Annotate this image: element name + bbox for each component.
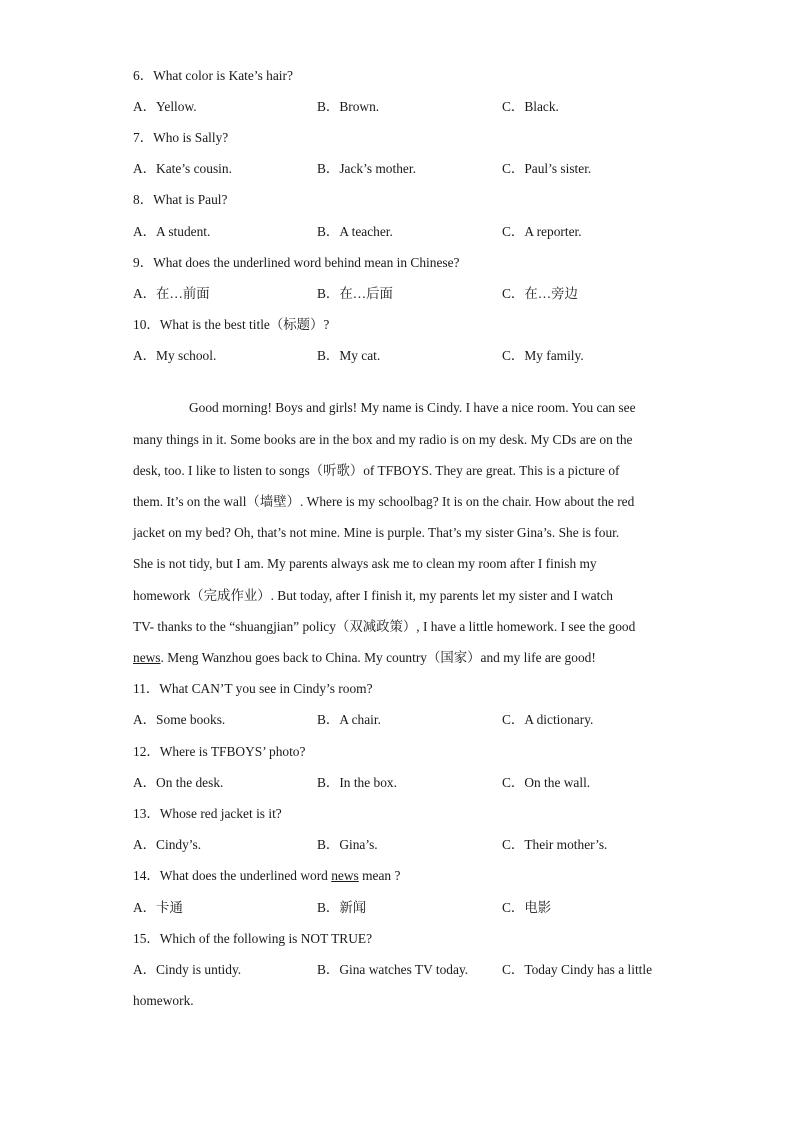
- question-14-underlined-word: news: [331, 868, 359, 883]
- question-6-option-b: B．Brown.: [317, 99, 380, 114]
- passage-line-9: [133, 649, 661, 667]
- question-10-stem: 10．What is the best title（标题）?: [133, 317, 330, 332]
- question-9-stem: 9．What does the underlined word behind mean in Chinese?: [133, 255, 460, 270]
- question-6-option-c: C．Black.: [502, 99, 559, 114]
- passage-line-5: jacket on my bed? Oh, that’s not mine. Mine is purple. That’s my sister Gina’s. She is four.: [133, 525, 620, 540]
- question-14-stem-before: 14．What does the underlined word: [133, 868, 332, 883]
- question-11-option-b: B．A chair.: [317, 712, 381, 727]
- question-15-option-c-continuation: homework.: [133, 993, 194, 1008]
- question-13-option-b: B．Gina’s.: [317, 837, 378, 852]
- question-6-stem: 6．What color is Kate’s hair?: [133, 68, 293, 83]
- question-10-option-b: B．My cat.: [317, 348, 381, 363]
- question-14-option-c: C．电影: [502, 900, 552, 915]
- question-7-option-a: A．Kate’s cousin.: [133, 161, 232, 176]
- question-11-stem: 11．What CAN’T you see in Cindy’s room?: [133, 681, 373, 696]
- question-12-option-a: A．On the desk.: [133, 775, 224, 790]
- passage-line-6: She is not tidy, but I am. My parents always ask me to clean my room after I finish my: [133, 556, 597, 571]
- question-14-stem-after: mean ?: [358, 868, 401, 883]
- question-11-option-c: C．A dictionary.: [502, 712, 594, 727]
- question-10-option-c: C．My family.: [502, 348, 584, 363]
- passage-line-8: TV- thanks to the “shuangjian” policy（双减政策）, I have a little homework. I see the good: [133, 619, 636, 634]
- passage-line-4: them. It’s on the wall（墙壁）. Where is my schoolbag? It is on the chair. How about the red: [133, 494, 635, 509]
- question-8-stem: 8．What is Paul?: [133, 192, 228, 207]
- question-6-option-a: A．Yellow.: [133, 99, 197, 114]
- underlined-word-news: news: [133, 650, 161, 665]
- question-15-option-b: B．Gina watches TV today.: [317, 962, 469, 977]
- question-15-option-a: A．Cindy is untidy.: [133, 962, 242, 977]
- question-15-stem: 15．Which of the following is NOT TRUE?: [133, 931, 373, 946]
- passage-line-1: Good morning! Boys and girls! My name is Cindy. I have a nice room. You can see: [189, 400, 636, 415]
- question-14-option-a: A．卡通: [133, 900, 183, 915]
- question-7-option-c: C．Paul’s sister.: [502, 161, 592, 176]
- question-7-stem: 7．Who is Sally?: [133, 130, 229, 145]
- question-8-option-c: C．A reporter.: [502, 224, 582, 239]
- question-15-option-c: C．Today Cindy has a little: [502, 962, 653, 977]
- question-13-option-a: A．Cindy’s.: [133, 837, 202, 852]
- question-8-option-a: A．A student.: [133, 224, 211, 239]
- question-9-option-a: A．在…前面: [133, 286, 210, 301]
- question-9-option-b: B．在…后面: [317, 286, 393, 301]
- question-12-option-b: B．In the box.: [317, 775, 397, 790]
- passage-line-9-rest: . Meng Wanzhou goes back to China. My country（国家）and my life are good!: [160, 650, 596, 665]
- question-9-option-c: C．在…旁边: [502, 286, 578, 301]
- question-13-stem: 13．Whose red jacket is it?: [133, 806, 282, 821]
- question-8-option-b: B．A teacher.: [317, 224, 393, 239]
- question-11-option-a: A．Some books.: [133, 712, 226, 727]
- question-7-option-b: B．Jack’s mother.: [317, 161, 416, 176]
- question-14-stem: [133, 867, 400, 885]
- passage-line-2: many things in it. Some books are in the box and my radio is on my desk. My CDs are on the: [133, 432, 633, 447]
- passage-line-7: homework（完成作业）. But today, after I finish it, my parents let my sister and I watch: [133, 588, 613, 603]
- question-10-option-a: A．My school.: [133, 348, 217, 363]
- question-13-option-c: C．Their mother’s.: [502, 837, 608, 852]
- question-14-option-b: B．新闻: [317, 900, 367, 915]
- passage-line-3: desk, too. I like to listen to songs（听歌）of TFBOYS. They are great. This is a picture of: [133, 463, 620, 478]
- question-12-option-c: C．On the wall.: [502, 775, 591, 790]
- question-12-stem: 12．Where is TFBOYS’ photo?: [133, 744, 306, 759]
